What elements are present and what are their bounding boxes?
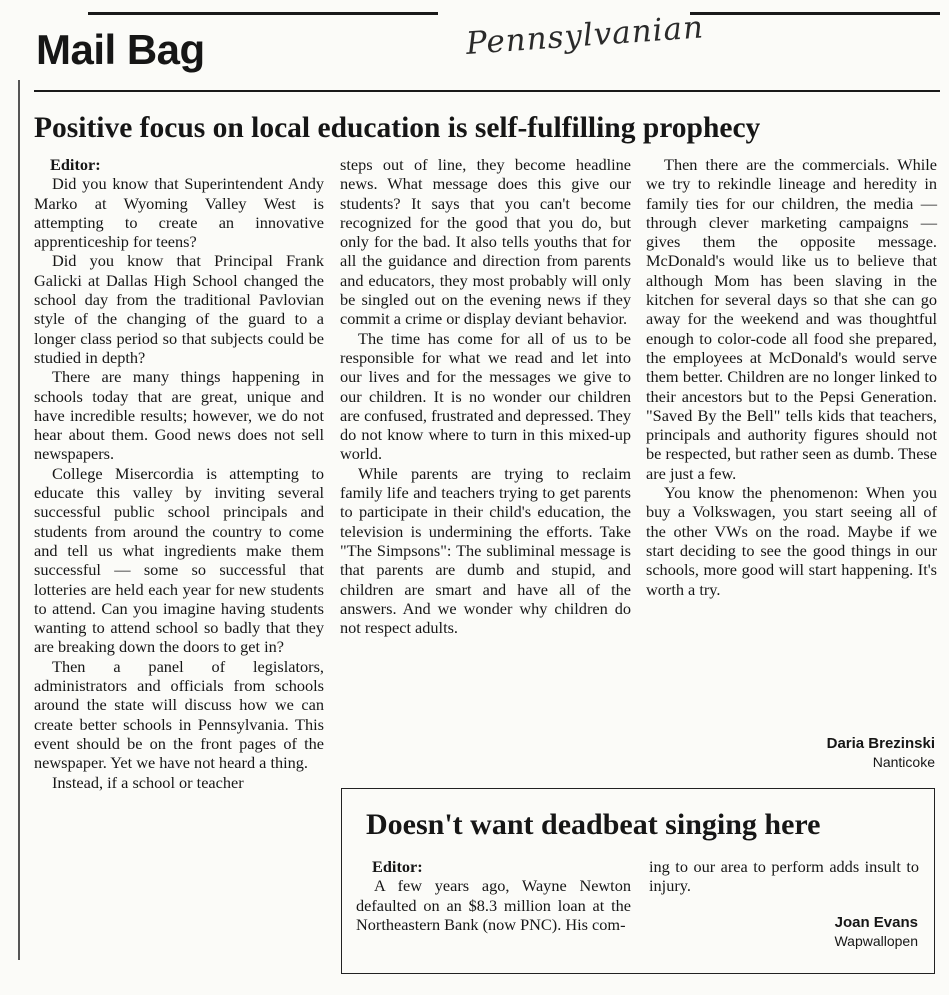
letter2-paragraph-continued: ing to our area to perform adds insult to injury. xyxy=(649,857,919,896)
letter1-column-1 xyxy=(34,155,324,792)
section-title: Mail Bag xyxy=(36,26,205,73)
masthead-rule-bottom xyxy=(34,90,940,92)
letter2-signer-town: Wapwallopen xyxy=(834,933,918,949)
letter1-paragraph: The time has come for all of us to be responsible for what we read and let into our lives and for the messages we give to our children. It is no wonder our children are confused, frustrated and depressed. They do not know where to turn in this mixed-up world. xyxy=(340,328,631,464)
letter2-headline: Doesn't want deadbeat singing here xyxy=(366,808,821,841)
page-edge-left xyxy=(18,80,20,960)
letter1-signature xyxy=(827,734,935,772)
letter2-column-1 xyxy=(356,857,631,934)
handwritten-note: Pennsylvanian xyxy=(464,9,706,62)
letter1-paragraph: You know the phenomenon: When you buy a Volkswagen, you start seeing all of the other VWs on the road. Maybe if we start deciding to see the good things in our schools, more good will start happening. It's worth a try. xyxy=(646,483,937,599)
letter2-paragraph: A few years ago, Wayne Newton defaulted on an $8.3 million loan at the Northeastern Bank (now PNC). His com- xyxy=(356,876,631,934)
letter1-column-2 xyxy=(340,155,631,637)
letter1-paragraph: Then there are the commercials. While we try to rekindle lineage and heredity in family ties for our children, the media — through clever marketing campaigns — gives them the opposite message. McDonald's would like us to believe that although Mom has been slaving in the kitchen for several days so that she can go away for the weekend and was thoughtful enough to color-code all food she prepared, the employees at McDonald's would serve them better. Children are no longer linked to their ancestors but to the Pepsi Generation. "Saved By the Bell" tells kids that teachers, principals and authority figures should not be respected, but rather seen as dumb. These are just a few. xyxy=(646,155,937,483)
letter1-paragraph-continued: steps out of line, they become headline news. What message does this give our students? It says that you can't become recognized for the good that you do, but only for the bad. It also tells youths that for all the guidance and direction from parents and educators, they most probably will only be singled out on the evening news if they commit a crime or display deviant behavior. xyxy=(340,155,631,329)
masthead-rule-top-left xyxy=(88,12,438,15)
letter1-paragraph: Then a panel of legislators, administrators and officials from schools around the state will discuss how we can create better schools in Pennsylvania. This event should be on the front pages of the newspaper. Yet we have not heard a thing. xyxy=(34,656,324,773)
letter2-signature xyxy=(834,913,918,951)
letter1-column-3 xyxy=(646,155,937,599)
letter1-paragraph: Did you know that Superintendent Andy Marko at Wyoming Valley West is attempting to create an innovative apprenticeship for teens? xyxy=(34,174,324,252)
letter1-signer-name: Daria Brezinski xyxy=(826,735,935,752)
letter2-salutation: Editor: xyxy=(372,857,423,876)
letter2-signer-name: Joan Evans xyxy=(834,914,918,931)
letter1-paragraph: There are many things happening in schools today that are great, unique and have incredible results; however, we do not hear about them. Good news does not sell newspapers. xyxy=(34,367,324,464)
letter1-paragraph: Did you know that Principal Frank Galicki at Dallas High School changed the school day from the traditional Pavlovian style of the changing of the guard to a longer class period so that subjects could be studied in depth? xyxy=(34,251,324,367)
letter2-box xyxy=(341,788,935,974)
letter1-paragraph: While parents are trying to reclaim family life and teachers trying to get parents to participate in their child's education, the television is undermining the efforts. Take "The Simpsons": The subliminal message is that parents are dumb and stupid, and children are smart and have all of the answers. And we wonder why children do not respect adults. xyxy=(340,463,631,638)
letter1-signer-town: Nanticoke xyxy=(872,754,935,770)
letter1-paragraph: College Misercordia is attempting to educate this valley by inviting several successful public school principals and students from around the country to come and tell us what ingredients make them successful — some so successful that lotteries are held each year for new students to attend. Can you imagine having students wanting to attend school so badly that they are breaking down the doors to get in? xyxy=(34,463,324,657)
letter1-headline: Positive focus on local education is self-fulfilling prophecy xyxy=(34,112,761,144)
masthead-rule-top-right xyxy=(690,12,940,15)
letter1-paragraph: Instead, if a school or teacher xyxy=(52,772,244,792)
letter2-column-2 xyxy=(649,857,919,896)
letter1-salutation: Editor: xyxy=(50,155,101,174)
